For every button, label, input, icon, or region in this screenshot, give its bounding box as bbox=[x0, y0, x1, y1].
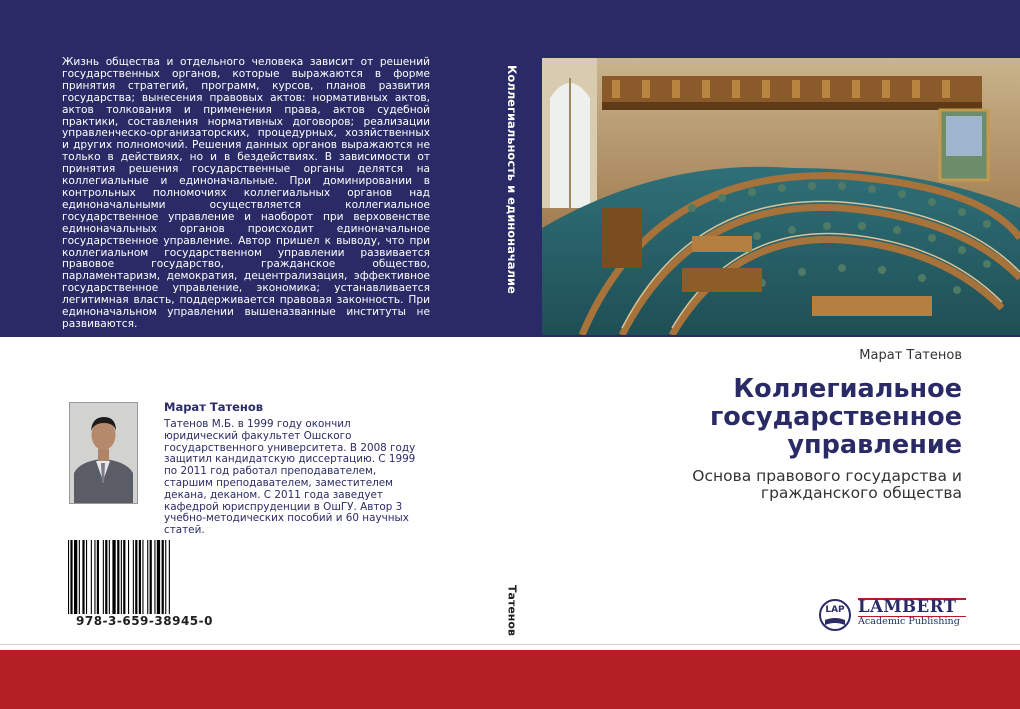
back-cover-description: Жизнь общества и отдельного человека зависит от решений государственных органов, которые выражаются в форме принятия стратегий, программ, курсов, планов развития государства; вынесения правовых актов: нормативных актов, актов толкования и применения права, актов судебной практики, составления нормативных договоров; реализации управленческо-организаторских, процедурных, хозяйственных и других полномочий. Решения данных органов выражаются не только в действиях, но и в бездействиях. В зависимости от принятия решения государственные органы делятся на коллегиальные и единоначальные. При доминировании в контрольных полномочиях коллегиальных органов над единоначальными осуществляется коллегиальное государственное управление и наоборот при верховенстве единоначальных органов происходит единоначальное государственное управление. Автор пришел к выводу, что при коллегиальном государственном управлении развивается правовое государство, гражданское общество, парламентаризм, демократия, децентрализация, эффективное государственное управление, экономика; устанавливается легитимная власть, поддерживается правовая законность. При единоначальном управлении вышеназванные институты не развиваются. bbox=[62, 56, 430, 330]
author-bio: Татенов М.Б. в 1999 году окончил юридический факультет Ошского государственного университета. В 2008 году защитил кандидатскую диссертацию. С 1999 по 2011 год работал преподавателем, старшим преподавателем, заместителем декана, деканом. С 2011 года заведует кафедрой юриспруденции в ОшГУ. Автор 3 учебно-методических пособий и 60 научных статей. bbox=[164, 418, 416, 537]
isbn-number: 978-3-659-38945-0 bbox=[76, 614, 213, 628]
author-photo bbox=[69, 402, 138, 504]
barcode bbox=[66, 540, 204, 614]
book-subtitle: Основа правового государства и гражданского общества bbox=[692, 467, 962, 502]
bottom-red-band bbox=[0, 650, 1020, 709]
book-title: Коллегиальное государственное управление bbox=[709, 374, 962, 460]
author-name: Марат Татенов bbox=[164, 400, 264, 414]
svg-text:LAP: LAP bbox=[825, 605, 845, 615]
spine-author: Татенов bbox=[505, 585, 519, 636]
publisher-imprint: Academic Publishing bbox=[858, 616, 960, 627]
front-author: Марат Татенов bbox=[859, 348, 962, 363]
spine-title: Коллегиальность и единоначалие bbox=[505, 65, 519, 294]
publisher-name: LAMBERT bbox=[858, 597, 957, 616]
parliament-hall-photo bbox=[542, 58, 1020, 335]
